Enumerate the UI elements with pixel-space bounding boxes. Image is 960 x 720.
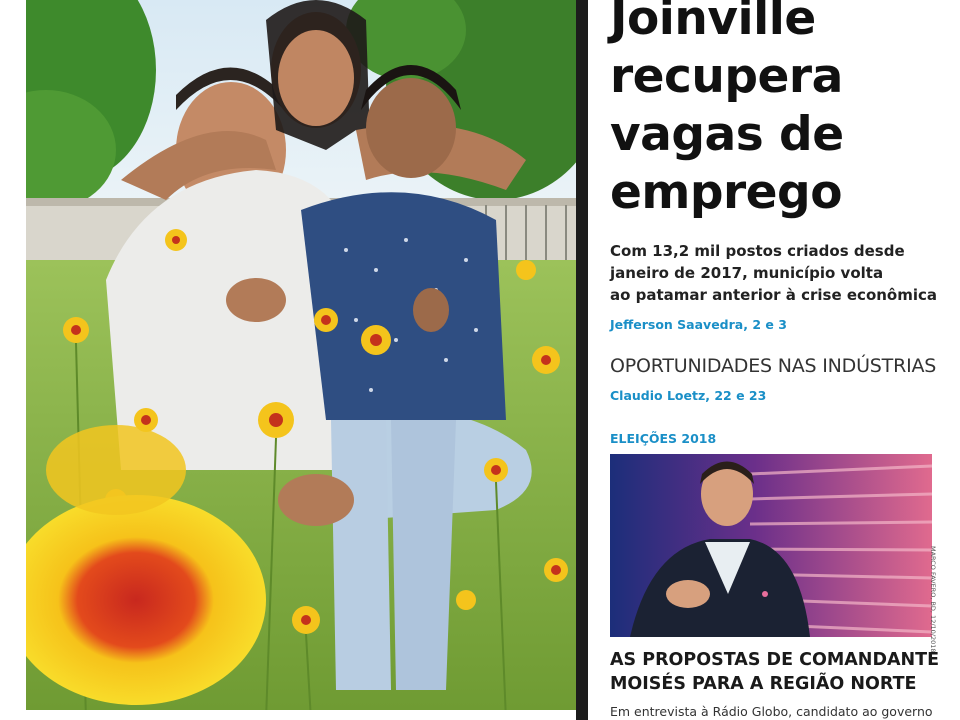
headline-line: recupera [610, 49, 843, 104]
story-headline-line: AS PROPOSTAS DE COMANDANTE [610, 650, 940, 670]
photo-bottom-strip [26, 710, 576, 720]
candidate-photo [610, 454, 932, 637]
headline-subhead [610, 240, 938, 306]
story-headline [610, 648, 940, 696]
column-divider [576, 0, 588, 720]
subhead-line: Com 13,2 mil postos criados desde [610, 242, 905, 260]
candidate-speaking-illustration [610, 454, 932, 637]
main-family-photo [26, 0, 576, 720]
photo-credit: MARCO FAVERO, BD, 12/10/2018 [929, 546, 937, 653]
subhead-line: ao patamar anterior à crise econômica [610, 286, 938, 304]
headline-line: Joinville [610, 0, 816, 46]
subhead-line: janeiro de 2017, município volta [610, 264, 884, 282]
headline-line: vagas de [610, 107, 844, 162]
elections-kicker: ELEIÇÕES 2018 [610, 431, 717, 446]
section-title-industries: OPORTUNIDADES NAS INDÚSTRIAS [610, 355, 937, 377]
byline-claudio: Claudio Loetz, 22 e 23 [610, 388, 767, 403]
story-headline-line: MOISÉS PARA A REGIÃO NORTE [610, 674, 917, 694]
byline-jefferson: Jefferson Saavedra, 2 e 3 [610, 317, 787, 332]
main-headline [610, 0, 940, 222]
story-lead-text: Em entrevista à Rádio Globo, candidato ao governo [610, 704, 933, 719]
headline-line: emprego [610, 165, 842, 220]
family-in-flowers-illustration [26, 0, 576, 720]
